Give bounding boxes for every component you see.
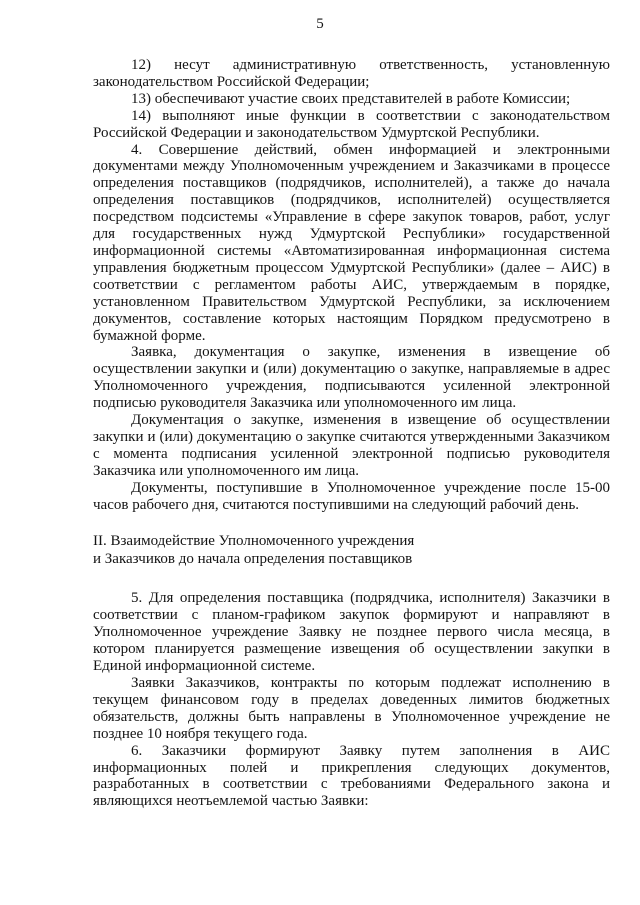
document-body [93, 57, 610, 810]
paragraph-application-signing: Заявка, документация о закупке, изменения в извещение об осуществлении закупки и (или) документацию о закупке, направляемые в адрес Уполномоченного учреждения, подписываются усиленной электронной подписью руководителя Заказчика или уполномоченного им лица. [93, 344, 610, 412]
paragraph-documentation-approval: Документация о закупке, изменения в извещение об осуществлении закупки и (или) документацию о закупке считаются утвержденными Заказчиком с момента подписания усиленной электронной подписью руководителя Заказчика или уполномоченного им лица. [93, 412, 610, 479]
paragraph-clause-6: 6. Заказчики формируют Заявку путем заполнения в АИС информационных полей и прикрепления следующих документов, разработанных в соответствии с требованиями Федерального закона и являющихся неотъемлемой частью Заявки: [93, 742, 610, 810]
paragraph-item-12: 12) несут административную ответственность, установленную законодательством Российской Федерации; [93, 57, 610, 90]
paragraph-applications-deadline: Заявки Заказчиков, контракты по которым подлежат исполнению в текущем финансовом году в пределах доведенных лимитов бюджетных обязательств, должны быть направлены в Уполномоченное учреждение не позднее 10 ноября текущего года. [93, 675, 610, 742]
section-heading-line-2: и Заказчиков до начала определения поставщиков [93, 551, 413, 568]
paragraph-clause-4: 4. Совершение действий, обмен информацией и электронными документами между Уполномоченным учреждением и Заказчиками в процессе определения поставщиков (подрядчиков, исполнителей), а также до начала определения поставщиков (подрядчиков, исполнителей) осуществляется посредством подсистемы «Управление в сфере закупок товаров, работ, услуг для государственных нужд Удмуртской Республики» государственной информационной системы «Автоматизированная информационная система управления бюджетным процессом Удмуртской Республики» (далее – АИС) в соответствии с регламентом работы АИС, утверждаемым в порядке, установленном Правительством Удмуртской Республики, за исключением документов, составление которых настоящим Порядком предусмотрено в бумажной форме. [93, 141, 610, 344]
paragraph-document-receipt-time: Документы, поступившие в Уполномоченное учреждение после 15-00 часов рабочего дня, считаются поступившими на следующий рабочий день. [93, 479, 610, 513]
section-heading-line-1: II. Взаимодействие Уполномоченного учреждения [93, 533, 415, 550]
paragraph-item-14: 14) выполняют иные функции в соответствии с законодательством Российской Федерации и законодательством Удмуртской Республики. [93, 107, 610, 141]
paragraph-item-13: 13) обеспечивают участие своих представителей в работе Комиссии; [131, 90, 571, 107]
page-number: 5 [316, 16, 324, 32]
paragraph-clause-5: 5. Для определения поставщика (подрядчика, исполнителя) Заказчики в соответствии с планом-графиком закупок формируют и направляют в Уполномоченное учреждение Заявку не позднее первого числа месяца, в котором планируется размещение извещения об осуществлении закупки в Единой информационной системе. [93, 590, 610, 675]
